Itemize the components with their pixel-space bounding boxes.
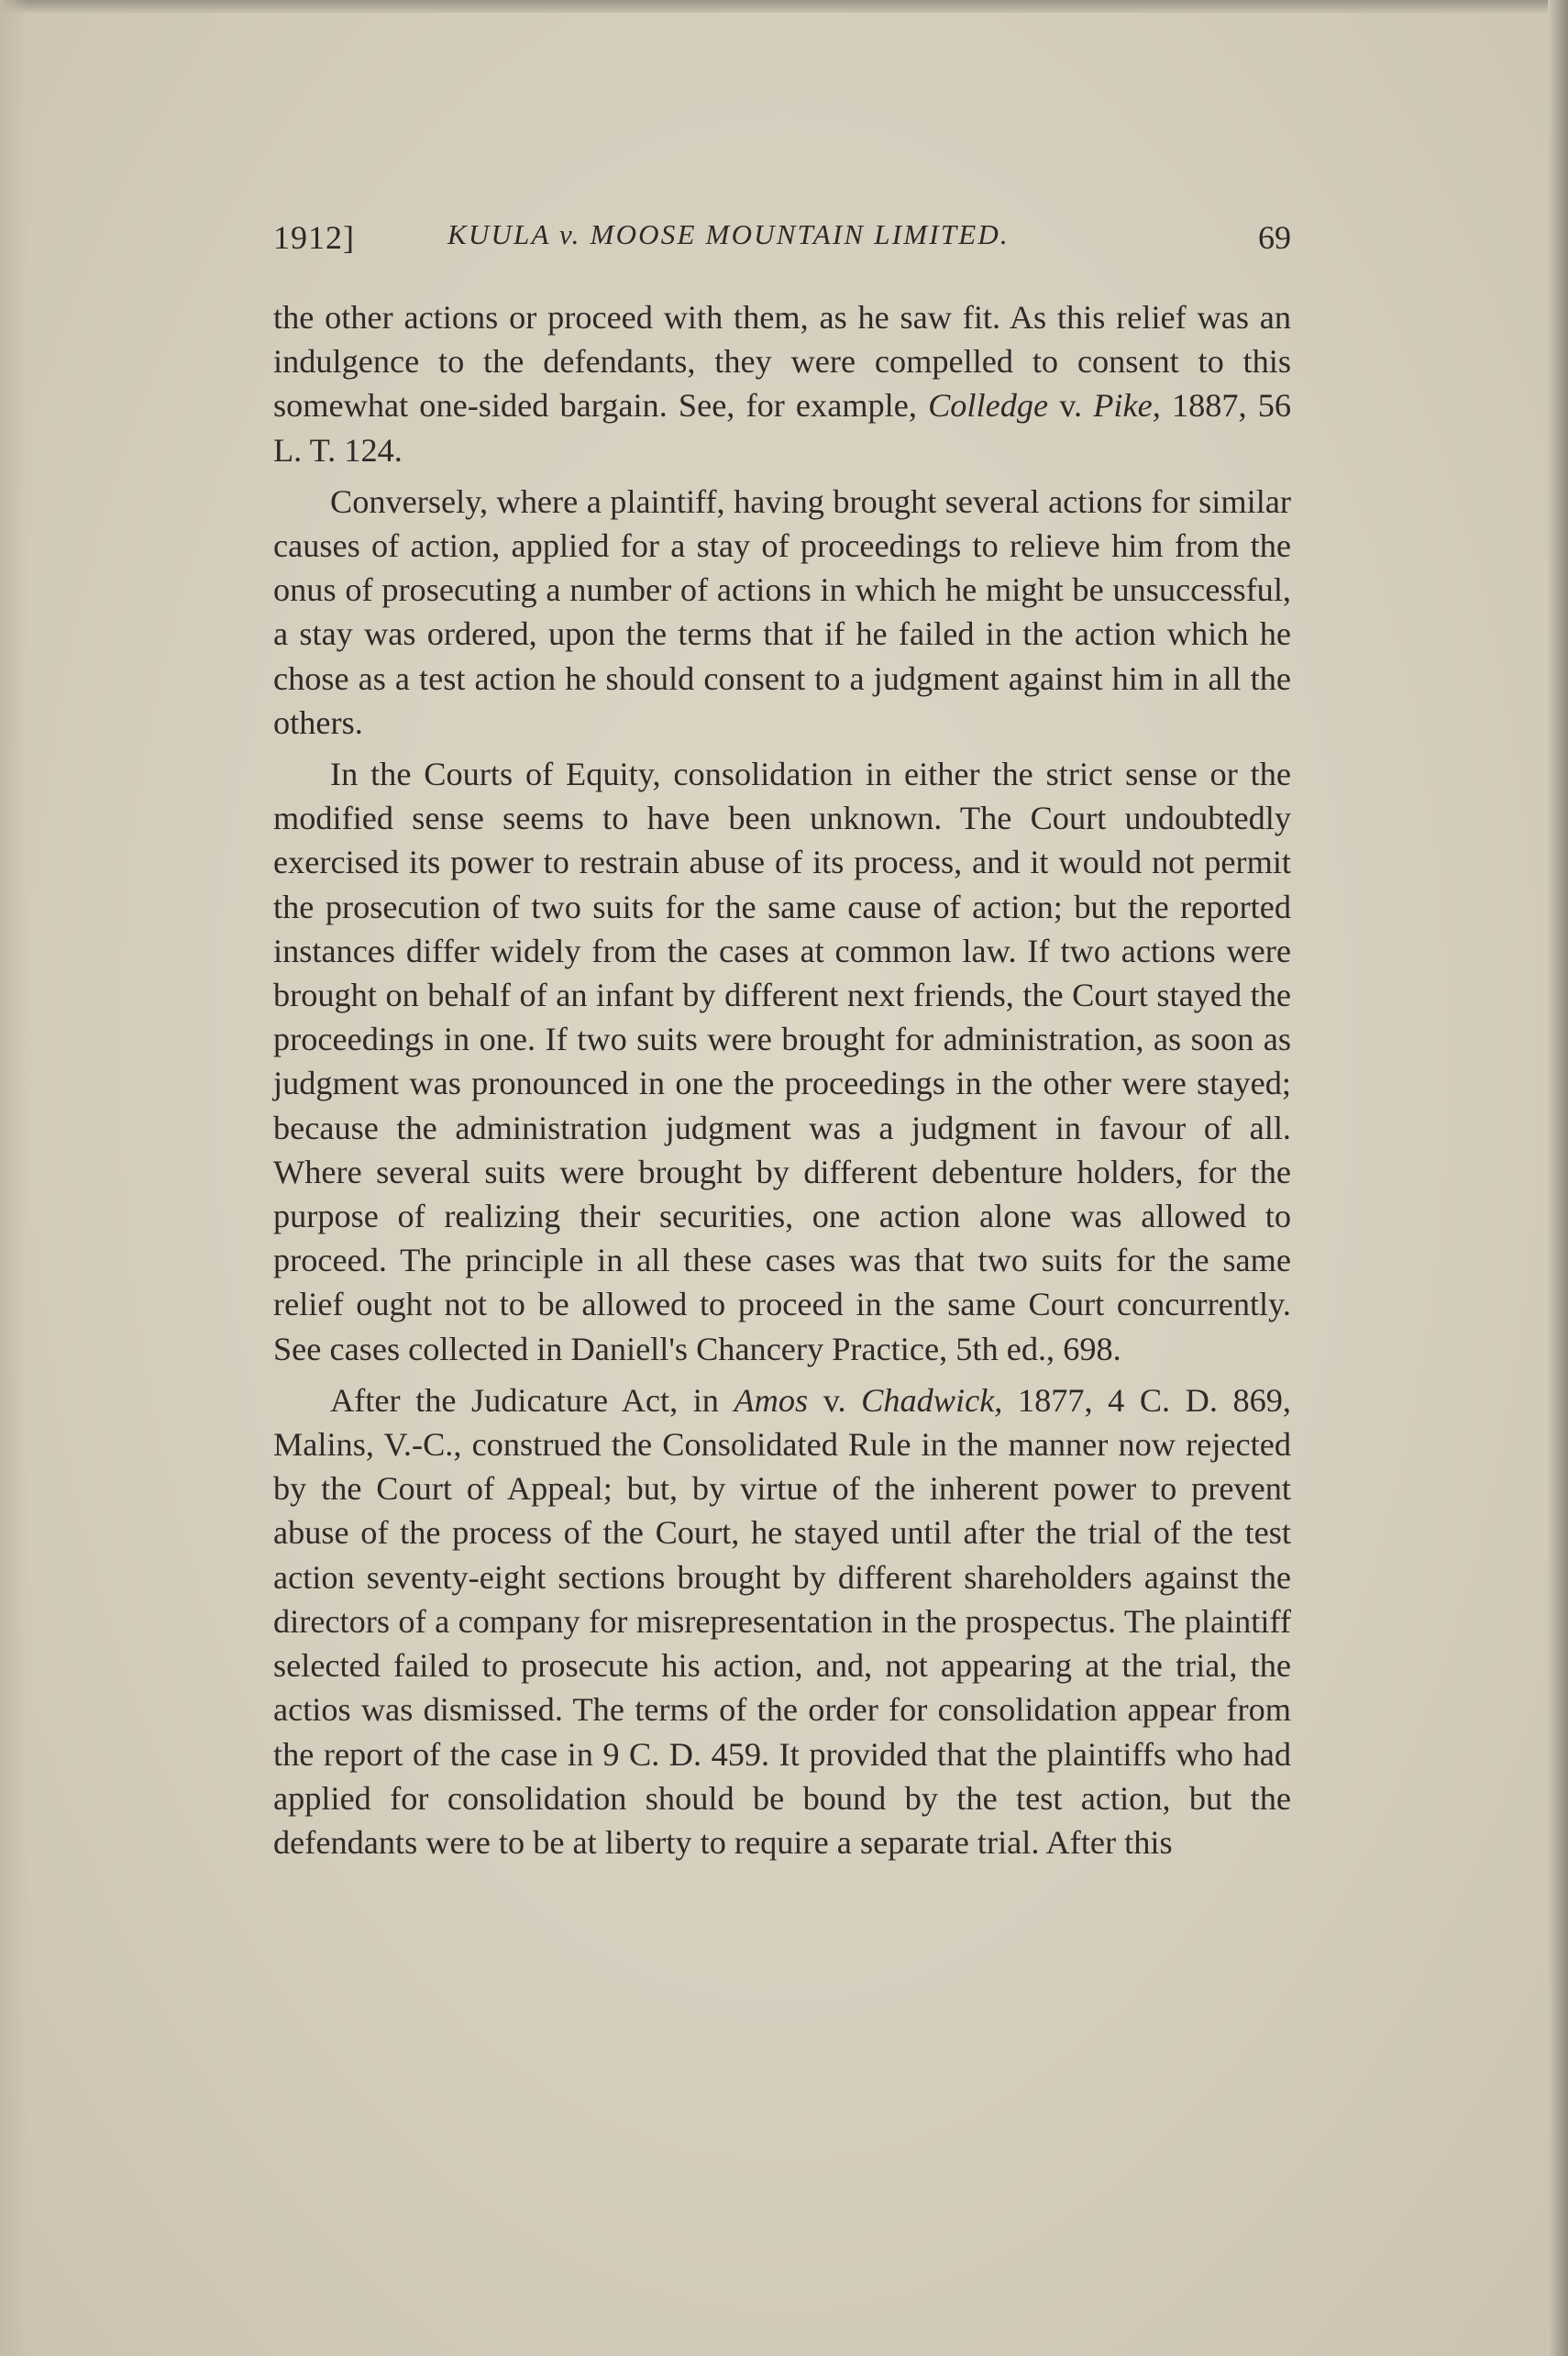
paragraph-3: In the Courts of Equity, consolidation in either the strict sense or the modified sense seems to have been unknown. The Court undoubtedly exercised its power to restrain abuse of its process, and it would not permit the prosecution of two suits for the same cause of action; but the reported instances differ widely from the cases at common law. If two actions were brought on behalf of an infant by different next friends, the Court stayed the proceedings in one. If two suits were brought for administration, as soon as judgment was pronounced in one the proceedings in the other were stayed; because the administration judgment was a judgment in favour of all. Where several suits were brought by different debenture holders, for the purpose of realizing their securities, one action alone was allowed to proceed. The principle in all these cases was that two suits for the same relief ought not to be allowed to proceed in the same Court concurrently. See cases collected in Daniell's Chancery Practice, 5th ed., 698. — [273, 756, 1291, 1367]
paragraph-4: After the Judicature Act, in Amos v. Chadwick, 1877, 4 C. D. 869, Malins, V.-C., construed the Consolidated Rule in the manner now rejected by the Court of Appeal; but, by virtue of the inherent power to prevent abuse of the process of the Court, he stayed until after the trial of the test action seventy-eight sections brought by different shareholders against the directors of a company for misrepresentation in the prospectus. The plaintiff selected failed to prosecute his action, and, not appearing at the trial, the actios was dismissed. The terms of the order for consolidation appear from the report of the case in 9 C. D. 459. It provided that the plaintiffs who had applied for consolidation should be bound by the test action, but the defendants were to be at liberty to require a separate trial. After this — [273, 1381, 1292, 1861]
running-title: KUULA v. MOOSE MOUNTAIN LIMITED. — [447, 218, 1010, 250]
left-edge-shade — [0, 0, 28, 2356]
paragraph-2: Conversely, where a plaintiff, having brought several actions for similar causes of action, applied for a stay of proceedings to relieve him from the onus of prosecuting a number of actions in which he might be unsuccessful, a stay was ordered, upon the terms that if he failed in the action which he chose as a test action he should consent to a judgment against him in all the others. — [273, 482, 1291, 741]
header-year: 1912] — [273, 219, 355, 256]
top-edge-shadow — [0, 0, 1568, 13]
page-number: 69 — [1258, 219, 1291, 256]
body-text — [273, 295, 1291, 1864]
right-edge-shadow — [1548, 0, 1568, 2356]
running-header — [273, 218, 1291, 264]
paragraph-1: the other actions or proceed with them, as he saw fit. As this relief was an indulgence to the defendants, they were compelled to consent to this somewhat one-sided bargain. See, for example, Colledge v. Pike, 1887, 56 L. T. 124. — [273, 299, 1291, 469]
